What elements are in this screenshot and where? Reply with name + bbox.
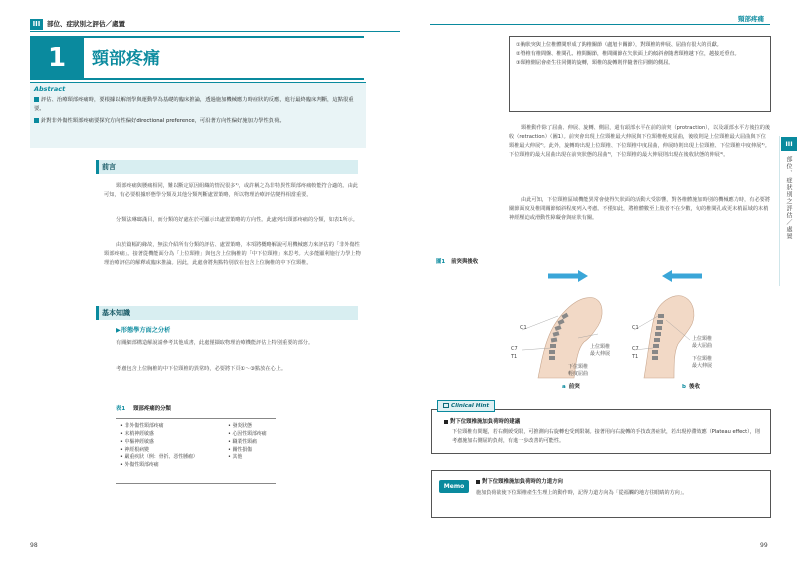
note-line: 上位頸椎 [692,336,713,342]
table-column-1 [120,423,198,470]
label-c1-a: C1 [520,325,527,331]
table-column-2 [228,423,267,462]
table-cell: • 心因性頸部疼痛 [228,430,267,437]
label-c7-a: C7 [511,346,518,352]
body-paragraph: 由此可知，下位頸椎區域機能異常會使得矢狀面的活動大受影響，對各椎體施加時別的機械應力時，有必要將關節面度及椎間關節傾斜程度列入考慮。不僅如此，將椎體數至上肢者不在少數，旬的椎間孔或更末梢區域的末梢神經壓迫或滑動性障礙會與症狀有關。 [509,197,771,222]
abstract-item [34,117,360,126]
note-line: 下位頸椎 [692,356,713,362]
section-title-basic: 基本知識 [102,309,130,317]
side-tab-text: 部位、症狀別之評估／處置 [785,156,792,240]
subsection-title-text: 形態學方面之分析 [120,327,171,334]
label-t1-a: T1 [511,354,518,360]
abstract-box [30,82,366,148]
panel-label: 前突 [568,384,580,390]
anatomy-notes-box [509,36,771,112]
section-title-intro: 前言 [102,163,116,171]
table-cell: • 發炎狀態 [228,423,253,429]
panel-key: b [682,384,686,390]
note-line: 最大伸展 [590,350,611,357]
table-number: 表1 [116,406,126,412]
label-t1-b: T1 [632,354,639,360]
table-cell: • 職業性頸痛 [228,438,257,445]
subsection-title [116,326,170,336]
clinical-hint-tag [437,400,495,412]
table-cell: • 其他 [228,454,243,461]
table-title: 頸部疼痛的分類 [133,406,171,412]
square-bullet-icon [476,480,480,484]
table-cell: • 神經根病變 [120,446,149,453]
section-bar-intro [96,160,358,174]
chapter-number: 1 [30,36,84,80]
memo-body: 施加負荷欲使下位頸椎產生生理上的動作時，記得力道方向為「從福觸的地方往眼睛的方向」。 [476,490,688,496]
header-divider [30,31,400,32]
memo-title-text: 對下位頸椎施加負荷時的力道方向 [482,479,563,485]
abstract-item-text: 針對非外傷性頸部疼痛要探究方向性偏好directional preference，可沿著方向性偏好施加力學性負荷。 [41,118,285,124]
triangle-bullet-icon [444,420,448,424]
note-line: 最大屈曲 [692,342,713,349]
chapter-title: 頸部疼痛 [92,49,160,69]
section-bar-basic [96,306,358,320]
table-cell: • 末梢神經敏感 [120,430,154,437]
clinical-hint-body: 下位頸椎有問題，若右側緩受限，可推測向右旋轉也受到限制。接著用向右旋轉的手技改善症狀，若出現停滯效應（Plateau effect），則考慮施加右側屈的負荷，有進一步改善的可能性。 [452,429,760,444]
table-cell: • 非外傷性頸部疼痛 [120,423,164,429]
table-cell: • 嚴重疾狀（例：骨折、惡性腫瘤） [120,454,198,461]
square-bullet-icon [34,97,39,102]
figure-number: 圖1 [436,259,446,265]
triangle-bullet-icon: ▶ [116,327,121,334]
note-item: ③頸椎側屈會產生往同側的旋轉，頸椎的旋轉則伴隨著往同側的側屈。 [516,59,674,66]
memo-title [476,478,563,486]
panel-key: a [562,384,566,390]
label-lower-cervical-b [692,356,712,369]
note-item: ①胸狀突與上位椎體間形成了鈎椎關節（盧旭卡關節），對頸椎的伸展、屈曲有很大的貢獻。 [516,42,722,48]
note-item: ②脊椎有椎間盤、椎間孔、椎間關節，椎間關節在矢狀面上的傾斜會隨著頸椎越下位，越接近垂直。 [516,50,740,57]
clinical-hint-tag-text: Clinical Hint [450,403,490,409]
figure-caption [436,258,478,266]
clinical-hint-title [444,418,520,426]
basic-paragraph: 考慮包含上位胸椎的中下位頸椎的異常時，必要將下頁①～③點放在心上。 [116,366,287,372]
label-lower-cervical-a [568,364,588,377]
arrow-head [578,270,588,282]
figure-title: 前突與後收 [451,259,479,265]
table-cell: • 外傷性頸部疼痛 [120,462,159,469]
section-roman-badge: III [30,19,43,30]
page-number-left: 98 [30,542,38,549]
book-icon [443,403,449,408]
memo-tag: Memo [439,480,469,493]
table-cell: • 中樞神經敏感 [120,438,154,445]
arrow-head [662,270,672,282]
abstract-label: Abstract [34,85,66,93]
panel-b-caption [682,383,700,392]
note-line: 最大伸展 [692,362,713,369]
intro-paragraph: 頸部疼痛與腰痛相同，難以斷定原因組織的情況很多¹⁾，或許稱之為非特異性頸部疼痛較能符合適的。由此可知，有必要根據形態學分類及其他分類判斷處置策略，所以物理治療評估變得相當重要。 [104,183,358,199]
basic-paragraph: 有關細部構造解說請參考其他成書，此處僅擷取物理治療機能評估上特別重要的部分。 [116,340,314,346]
panel-a-caption [562,383,580,392]
body-paragraph: 頸椎動作除了屈曲、伸展、旋轉、側屈，還有頭部水平在前的前突（protraction），以及頭部水平方後拉的後收（retraction）（圖1）。前突會出現上位頸椎最大伸展與下位頸椎輕度屈曲，後收則是上位頸椎最大屈曲與下位頸椎最大伸展²⁾。此外，旋轉時出現上位頸椎、下位頸椎中度屈曲，伸展時則出現上位頸椎、下位頸椎中度伸展³⁾。下位頸椎的最大屈曲出現在前突狀態的屈曲³⁾，下位頸椎的最大伸展則出現在後收狀態的伸展⁴⁾。 [509,125,771,159]
abstract-item-text: 評估、治療頸部疼痛時，要根據以解剖學與運動學為基礎的臨床推論，透過施加機械應力時症狀的反應，進行最終臨床判斷，這點很重要。 [34,97,354,112]
header-divider-right [430,24,770,25]
note-line: 輕度屈曲 [568,370,589,377]
page-number-right: 99 [760,542,768,549]
intro-paragraph: 分類法琳瑯滿目，而分類的好處在於可顯示出處置策略的方向性。此處列出頸部疼痛的分類，如表1所示。 [116,217,358,223]
label-c1-b: C1 [632,325,639,331]
clinical-hint-title-text: 對下位頸椎施加負荷時的建議 [450,419,521,425]
abstract-item [34,96,360,114]
square-bullet-icon [34,118,39,123]
label-upper-cervical-a [590,344,610,357]
table-caption [116,405,171,413]
note-line: 下位頸椎 [568,364,589,370]
classification-table [116,418,276,484]
panel-label: 後收 [688,384,700,390]
section-header-title: 部位、症狀別之評估／處置 [47,20,125,28]
label-upper-cervical-b [692,336,712,349]
intro-paragraph: 由於篇幅的緣故，無法介紹所有分類的評估、處置策略，本項將概略解說可用機械應力來評估的「非外傷性頸部疼痛」。接著從機能面分為「上位頸椎」與包含上位胸椎的「中下位頸椎」來思考。大多能顯利施行力學上物理治療評估的解釋或臨床推論。因此，此處會將焦點特別放在包含上位胸椎的中下位頸椎。 [104,242,361,267]
note-line: 上位頸椎 [590,344,611,350]
running-header: 頸部疼痛 [738,15,764,23]
table-cell: • 關性損傷 [228,446,253,453]
side-tab-roman: III [781,137,797,151]
label-c7-b: C7 [632,346,639,352]
